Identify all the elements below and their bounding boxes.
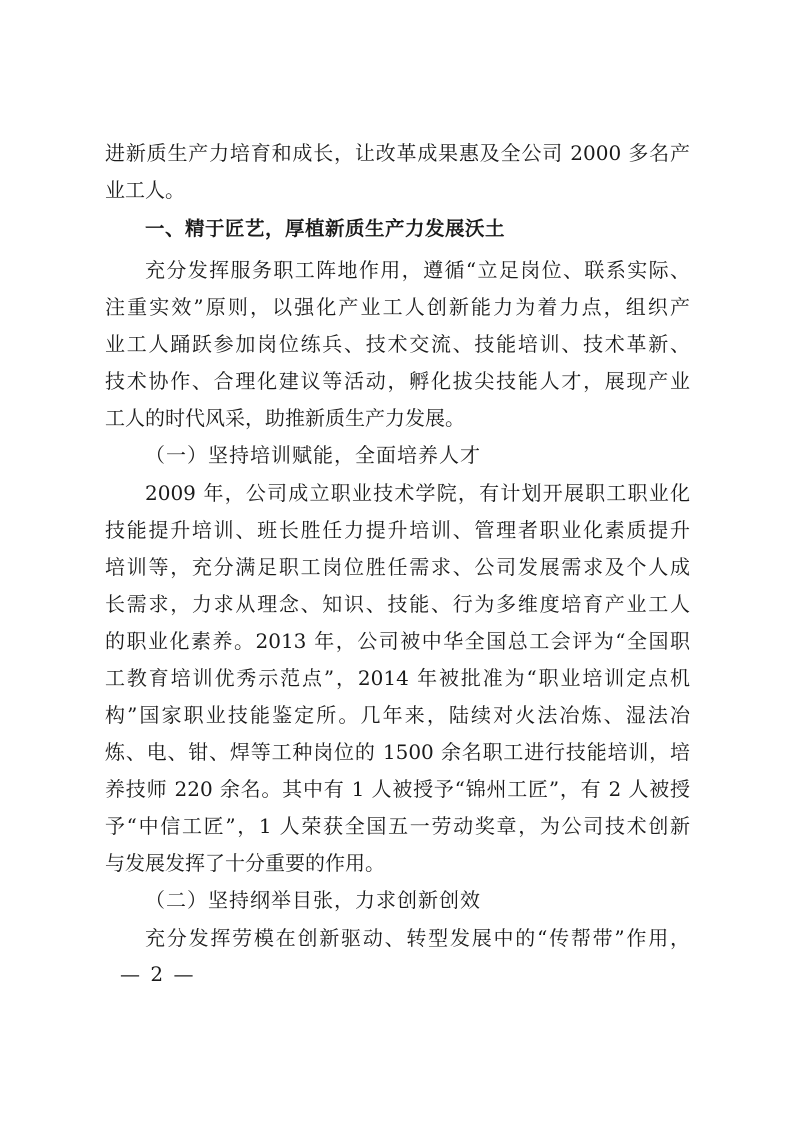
paragraph-3-line-11: 与发展发挥了十分重要的作用。	[105, 851, 385, 875]
subheading-2: （二）坚持纲举目张，力求创新创效	[145, 888, 481, 912]
paragraph-3-line-2: 技能提升培训、班长胜任力提升培训、管理者职业化素质提升	[105, 518, 690, 542]
paragraph-2-line-2: 注重实效”原则，以强化产业工人创新能力为着力点，组织产	[105, 295, 690, 319]
subheading-1: （一）坚持培训赋能，全面培养人才	[145, 443, 481, 467]
paragraph-1-line-1: 进新质生产力培育和成长，让改革成果惠及全公司 2000 多名产	[105, 141, 690, 165]
paragraph-2-line-5: 工人的时代风采，助推新质生产力发展。	[105, 406, 465, 430]
paragraph-3-line-4: 长需求，力求从理念、知识、技能、行为多维度培育产业工人	[105, 592, 690, 616]
section-heading: 一、精于匠艺，厚植新质生产力发展沃土	[145, 217, 506, 240]
paragraph-3-line-3: 培训等，充分满足职工岗位胜任需求、公司发展需求及个人成	[105, 555, 690, 579]
paragraph-3-line-9: 养技师 220 余名。其中有 1 人被授予“锦州工匠”，有 2 人被授	[105, 777, 690, 801]
paragraph-3-line-1: 2009 年，公司成立职业技术学院，有计划开展职工职业化	[145, 481, 690, 505]
paragraph-1-line-2: 业工人。	[105, 178, 185, 202]
paragraph-3-line-6: 工教育培训优秀示范点”，2014 年被批准为“职业培训定点机	[105, 666, 690, 690]
paragraph-2-line-1: 充分发挥服务职工阵地作用，遵循“立足岗位、联系实际、	[145, 258, 690, 282]
page-number: — 2 —	[120, 962, 196, 986]
paragraph-3-line-8: 炼、电、钳、焊等工种岗位的 1500 余名职工进行技能培训，培	[105, 740, 690, 764]
paragraph-4-line-1: 充分发挥劳模在创新驱动、转型发展中的“传帮带”作用，	[145, 926, 690, 950]
paragraph-3-line-10: 予“中信工匠”，1 人荣获全国五一劳动奖章，为公司技术创新	[105, 814, 690, 838]
paragraph-2-line-4: 技术协作、合理化建议等活动，孵化拔尖技能人才，展现产业	[105, 369, 690, 393]
paragraph-2-line-3: 业工人踊跃参加岗位练兵、技术交流、技能培训、技术革新、	[105, 332, 690, 356]
paragraph-3-line-7: 构”国家职业技能鉴定所。几年来，陆续对火法冶炼、湿法冶	[105, 703, 690, 727]
paragraph-3-line-5: 的职业化素养。2013 年，公司被中华全国总工会评为“全国职	[105, 629, 690, 653]
